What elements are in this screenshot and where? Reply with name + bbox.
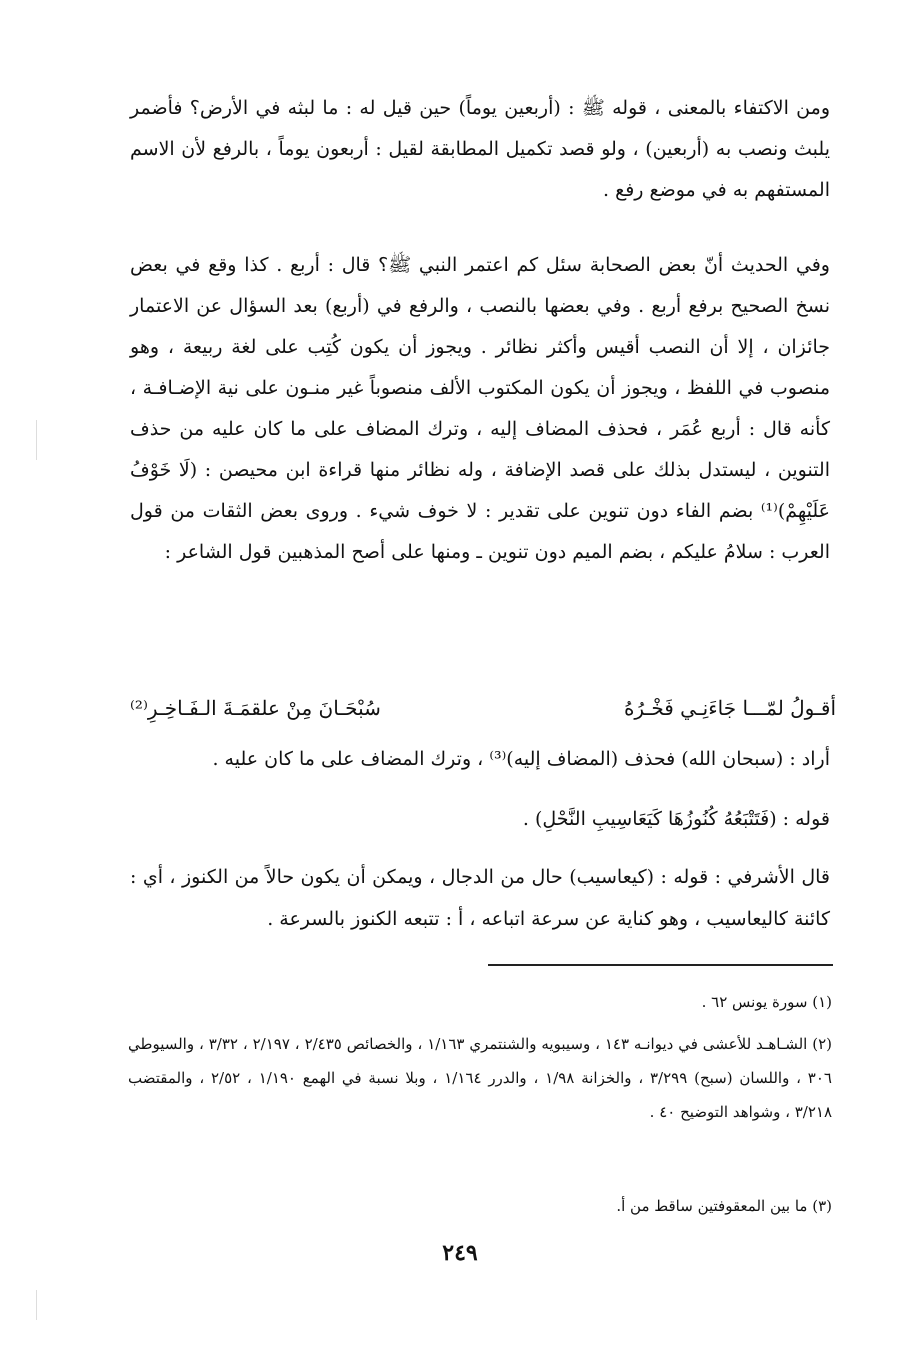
line-arad: أراد : (سبحان الله) فحذف (المضاف إليه)⁽³⁾ ، وترك المضاف على ما كان عليه . <box>212 748 830 770</box>
poetry-verse <box>130 690 836 734</box>
scan-edge-mark <box>36 420 37 460</box>
verse-first-hemistich: أقـولُ لمّـــا جَاءَنِـي فَخْـرُهُ <box>623 696 836 720</box>
footnote-1: (١) سورة يونس ٦٢ . <box>701 993 832 1011</box>
paragraph-ashrafi: قال الأشرفي : قوله : (كيعاسيب) حال من الدجال ، ويمكن أن يكون حالاً من الكنوز ، أي : كائنة كاليعاسيب ، وهو كناية عن سرعة اتباعه ، أ : تتبعه الكنوز بالسرعة . <box>130 866 830 930</box>
page-number: ٢٤٩ <box>442 1240 478 1266</box>
footnote-separator <box>488 964 833 966</box>
footnote-2: (٢) الشـاهـد للأعشى في ديوانـه ١٤٣ ، وسيبويه والشنتمري ١/١٦٣ ، والخصائص ٢/٤٣٥ ، ٢/١٩٧ ، ٣/٣٢ ، والسيوطي ٣٠٦ ، واللسان (سبح) ٣/٢٩٩ ، والخزانة ١/٩٨ ، والدرر ١/١٦٤ ، وبلا نسبة في الهمع ١/١٩٠ ، ٢/٥٢ ، والمقتضب ٣/٢١٨ ، وشواهد التوضيح ٤٠ . <box>128 1035 832 1121</box>
verse-second-hemistich: سُبْحَـانَ مِنْ علقمَـةَ الـفَـاخِـرِ⁽²⁾ <box>130 696 381 720</box>
line-qawlahu: قوله : (فَتَتْبَعُهُ كُنُوزُهَا كَيَعَاسِيبِ النَّحْلِ) . <box>522 808 830 830</box>
paragraph-hadith: وفي الحديث أنّ بعض الصحابة سئل كم اعتمر النبي ﷺ؟ قال : أربع . كذا وقع في بعض نسخ الصحيح برفع أربع . وفي بعضها بالنصب ، والرفع في (أربع) بعد السؤال عن الاعتمار جائزان ، إلا أن النصب أقيس وأكثر نظائر . ويجوز أن يكون كُتِب على لغة ربيعة ، وهو منصوب في اللفظ ، ويجوز أن يكون المكتوب الألف منصوباً غير منـون على نية الإضـافـة ، كأنه قال : أربع عُمَر ، فحذف المضاف إليه ، وترك المضاف على ما كان عليه من حذف التنوين ، ليستدل بذلك على قصد الإضافة ، وله نظائر منها قراءة ابن محيصن : (لَا خَوْفُ عَلَيْهِمْ)⁽¹⁾ بضم الفاء دون تنوين على تقدير : لا خوف شيء . وروى بعض الثقات من قول العرب : سلامُ عليكم ، بضم الميم دون تنوين ـ ومنها على أصح المذهبين قول الشاعر : <box>130 254 830 563</box>
scan-edge-mark <box>36 1290 37 1320</box>
paragraph-iktifa: ومن الاكتفاء بالمعنى ، قوله ﷺ : (أربعين يوماً) حين قيل له : ما لبثه في الأرض؟ فأضمر يلبث ونصب به (أربعين) ، ولو قصد تكميل المطابقة لقيل : أربعون يوماً ، بالرفع لأن الاسم المستفهم به في موضع رفع . <box>130 97 830 201</box>
footnote-3: (٣) ما بين المعقوفتين ساقط من أ. <box>616 1197 832 1215</box>
